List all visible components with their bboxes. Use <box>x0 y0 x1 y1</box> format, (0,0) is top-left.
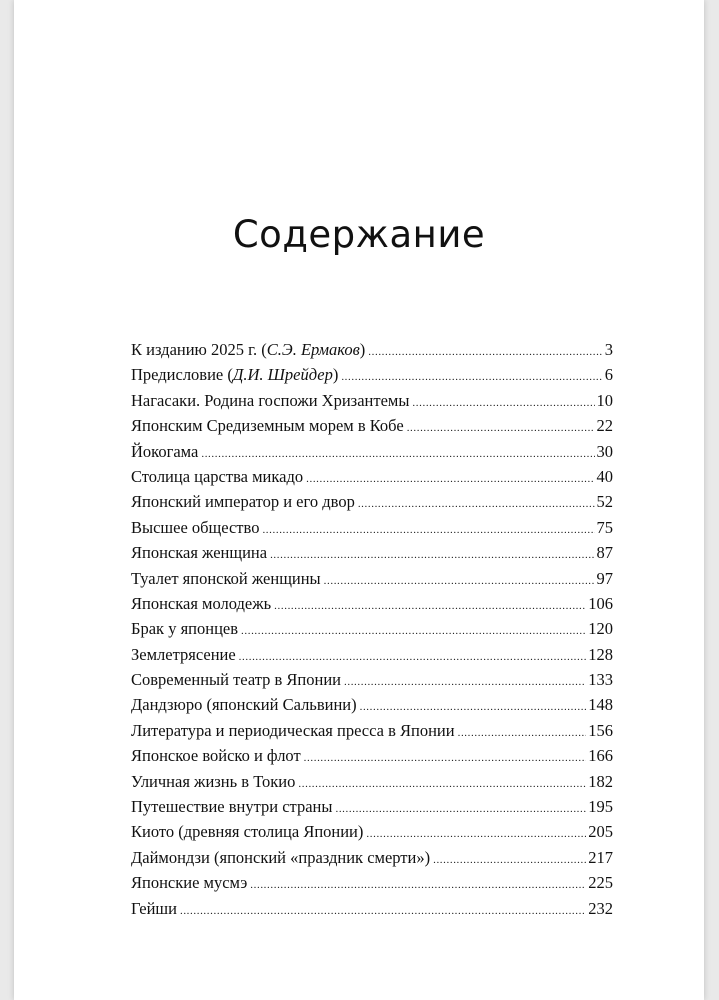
toc-page-number: 133 <box>588 670 613 690</box>
toc-entry-title <box>131 543 267 563</box>
toc-entry <box>131 822 613 847</box>
toc-page-number: 166 <box>588 746 613 766</box>
toc-entry-author: Д.И. Шрейдер <box>232 365 333 385</box>
toc-page-number: 10 <box>596 390 613 410</box>
toc-entry-title-text: Предисловие ( <box>131 365 233 385</box>
toc-page-number: 30 <box>596 441 613 461</box>
toc-entry-title-text: Столица царства микадо <box>131 466 304 486</box>
toc-entry <box>131 391 613 416</box>
toc-entry-title-text: Брак у японцев <box>131 619 239 639</box>
toc-page-number: 128 <box>588 644 613 664</box>
table-of-contents <box>131 340 613 924</box>
dot-leader <box>344 676 586 688</box>
toc-entry-title <box>131 416 404 436</box>
toc-entry-author: С.Э. Ермаков <box>266 340 360 359</box>
toc-entry-title <box>131 670 341 690</box>
toc-entry-title-suffix: ) <box>359 340 366 359</box>
toc-entry <box>131 797 613 822</box>
toc-page-number: 40 <box>596 466 613 486</box>
toc-entry-title <box>131 848 430 868</box>
toc-page-number: 225 <box>588 873 613 893</box>
dot-leader <box>412 397 594 409</box>
toc-entry-title-text: К изданию 2025 г. ( <box>131 340 267 359</box>
dot-leader <box>180 905 586 917</box>
toc-page-number: 156 <box>588 720 613 740</box>
toc-entry-title-text: Японским Средиземным морем в Кобе <box>131 416 404 436</box>
toc-entry-title <box>131 797 332 817</box>
toc-entry-title-suffix: ) <box>332 365 339 385</box>
toc-entry-title-text: Путешествие внутри страны <box>131 797 333 817</box>
toc-page-number: 232 <box>588 898 613 918</box>
document-page <box>14 0 704 1000</box>
toc-entry-title <box>131 899 177 919</box>
dot-leader <box>298 778 586 790</box>
toc-page-number: 148 <box>588 695 613 715</box>
toc-page-number: 87 <box>596 543 613 563</box>
toc-entry <box>131 467 613 492</box>
page-title: Содержание <box>232 212 486 256</box>
toc-page-number: 22 <box>596 416 613 436</box>
toc-entry-title-text: Туалет японской женщины <box>131 568 321 588</box>
toc-entry <box>131 569 613 594</box>
toc-entry <box>131 365 613 390</box>
toc-entry <box>131 721 613 746</box>
toc-entry-title <box>131 721 455 741</box>
toc-entry <box>131 899 613 924</box>
toc-entry <box>131 442 613 467</box>
toc-entry-title <box>131 822 363 842</box>
toc-entry-title <box>131 518 259 538</box>
toc-entry-title <box>131 365 338 385</box>
toc-entry <box>131 645 613 670</box>
toc-entry <box>131 746 613 771</box>
toc-entry-title <box>131 746 301 766</box>
toc-page-number: 182 <box>588 771 613 791</box>
toc-page-number: 217 <box>588 847 613 867</box>
dot-leader <box>241 625 586 637</box>
toc-entry-title-text: Гейши <box>131 898 177 918</box>
dot-leader <box>201 448 594 460</box>
toc-entry-title <box>131 695 357 715</box>
toc-page-number: 75 <box>596 517 613 537</box>
toc-entry-title-text: Киото (древняя столица Японии) <box>131 822 364 842</box>
dot-leader <box>341 371 602 383</box>
toc-entry-title-text: Нагасаки. Родина госпожи Хризантемы <box>131 390 410 410</box>
toc-entry-title-text: Японский император и его двор <box>131 492 355 512</box>
dot-leader <box>250 879 586 891</box>
toc-entry-title <box>131 467 303 487</box>
toc-entry <box>131 772 613 797</box>
dot-leader <box>324 575 595 587</box>
toc-entry-title-text: Японская женщина <box>131 543 268 563</box>
toc-page-number: 52 <box>596 492 613 512</box>
toc-entry-title <box>131 619 238 639</box>
toc-entry-title-text: Японское войско и флот <box>131 746 301 766</box>
toc-entry-title <box>131 340 365 360</box>
toc-entry-title <box>131 569 321 589</box>
toc-entry-title <box>131 594 271 614</box>
toc-entry-title-text: Японские мусмэ <box>131 873 248 893</box>
toc-entry-title <box>131 492 355 512</box>
toc-page-number: 3 <box>604 340 613 359</box>
toc-entry <box>131 695 613 720</box>
toc-entry-title <box>131 442 198 462</box>
toc-page-number: 106 <box>588 593 613 613</box>
toc-entry <box>131 492 613 517</box>
dot-leader <box>270 549 594 561</box>
dot-leader <box>368 346 602 358</box>
toc-entry-title <box>131 873 247 893</box>
toc-entry-title-text: Уличная жизнь в Токио <box>131 771 296 791</box>
toc-entry <box>131 848 613 873</box>
toc-entry <box>131 340 613 365</box>
dot-leader <box>407 422 595 434</box>
toc-entry-title-text: Даймондзи (японский «праздник смерти») <box>131 847 431 867</box>
toc-page-number: 6 <box>604 365 613 385</box>
toc-entry-title <box>131 391 409 411</box>
toc-entry-title-text: Йокогама <box>131 441 199 461</box>
toc-page-number: 205 <box>588 822 613 842</box>
toc-entry-title-text: Высшее общество <box>131 517 260 537</box>
dot-leader <box>366 828 586 840</box>
toc-entry-title-text: Дандзюро (японский Сальвини) <box>131 695 357 715</box>
toc-entry <box>131 619 613 644</box>
dot-leader <box>358 498 595 510</box>
dot-leader <box>433 854 586 866</box>
toc-entry-title <box>131 645 236 665</box>
dot-leader <box>262 524 594 536</box>
toc-entry <box>131 594 613 619</box>
dot-leader <box>274 600 586 612</box>
toc-entry-title-text: Литература и периодическая пресса в Японии <box>131 720 455 740</box>
dot-leader <box>306 473 594 485</box>
dot-leader <box>335 803 586 815</box>
dot-leader <box>458 727 587 739</box>
toc-entry <box>131 873 613 898</box>
toc-entry-title-text: Землетрясение <box>131 644 236 664</box>
dot-leader <box>304 752 587 764</box>
toc-entry <box>131 670 613 695</box>
toc-page-number: 120 <box>588 619 613 639</box>
toc-entry-title <box>131 772 295 792</box>
toc-page-number: 195 <box>588 797 613 817</box>
toc-entry-title-text: Японская молодежь <box>131 593 272 613</box>
dot-leader <box>239 651 587 663</box>
toc-entry-title-text: Современный театр в Японии <box>131 670 341 690</box>
toc-entry <box>131 543 613 568</box>
toc-entry <box>131 518 613 543</box>
toc-page-number: 97 <box>596 568 613 588</box>
toc-entry <box>131 416 613 441</box>
dot-leader <box>360 701 587 713</box>
